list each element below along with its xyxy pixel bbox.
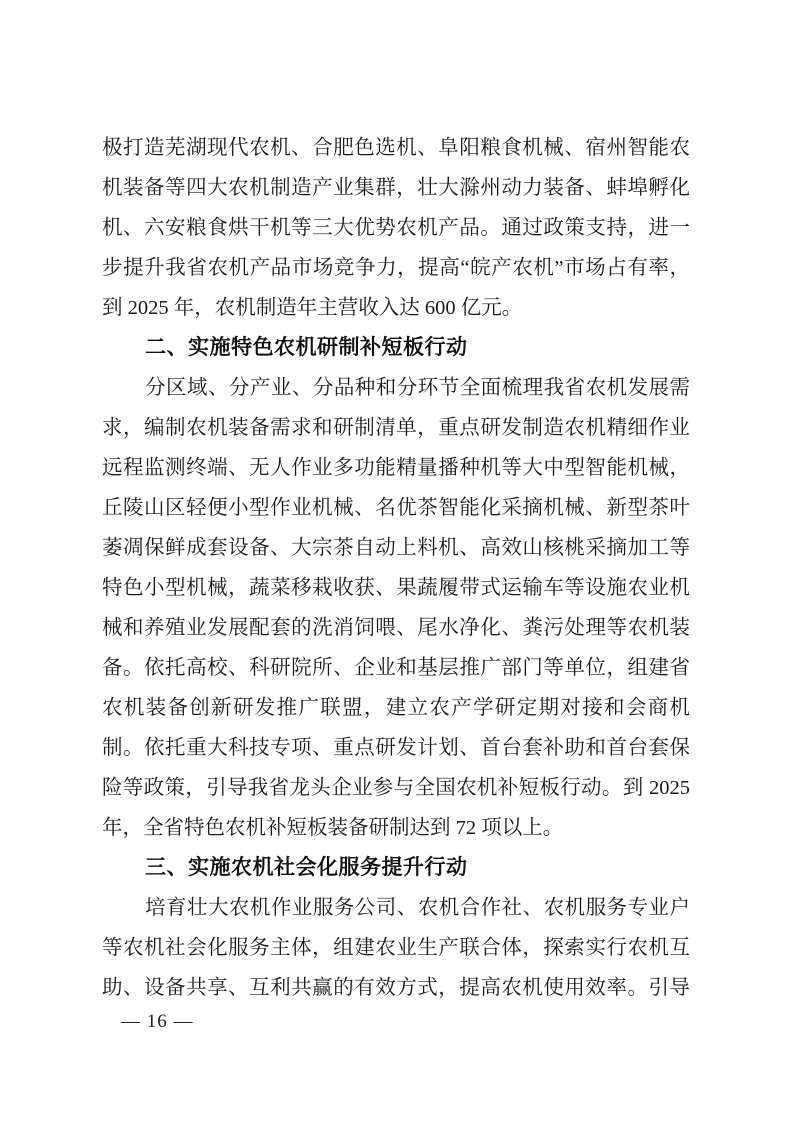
paragraph bbox=[102, 368, 690, 848]
text-line: 远程监测终端、无人作业多功能精量播种机等大中型智能机械， bbox=[102, 457, 690, 479]
text-line: 制。依托重大科技专项、重点研发计划、首台套补助和首台套保 bbox=[102, 737, 690, 759]
text-line: 械和养殖业发展配套的洗消饲喂、尾水净化、粪污处理等农机装 bbox=[102, 617, 690, 639]
text-line: 特色小型机械，蔬菜移栽收获、果蔬履带式运输车等设施农业机 bbox=[102, 577, 690, 599]
page-number: — 16 — bbox=[121, 1011, 194, 1032]
text-line: 备。依托高校、科研院所、企业和基层推广部门等单位，组建省 bbox=[102, 657, 690, 679]
text-line: 求，编制农机装备需求和研制清单，重点研发制造农机精细作业 bbox=[102, 417, 690, 439]
paragraph bbox=[102, 888, 690, 1008]
text-line: 机、六安粮食烘干机等三大优势农机产品。通过政策支持，进一 bbox=[102, 217, 690, 239]
section-heading: 二、实施特色农机研制补短板行动 bbox=[145, 336, 468, 359]
document-content bbox=[102, 128, 690, 1008]
text-line: 萎凋保鲜成套设备、大宗茶自动上料机、高效山核桃采摘加工等 bbox=[102, 537, 690, 559]
text-line: 机装备等四大农机制造产业集群，壮大滁州动力装备、蚌埠孵化 bbox=[102, 177, 690, 199]
paragraph bbox=[102, 128, 690, 328]
text-line: 农机装备创新研发推广联盟，建立农产学研定期对接和会商机 bbox=[102, 697, 690, 719]
text-line: 等农机社会化服务主体，组建农业生产联合体，探索实行农机互 bbox=[102, 937, 690, 959]
text-line: 丘陵山区轻便小型作业机械、名优茶智能化采摘机械、新型茶叶 bbox=[102, 497, 690, 519]
text-line: 年，全省特色农机补短板装备研制达到 72 项以上。 bbox=[102, 817, 564, 839]
text-line: 步提升我省农机产品市场竞争力，提高“皖产农机”市场占有率， bbox=[102, 257, 690, 279]
text-line: 助、设备共享、互利共赢的有效方式，提高农机使用效率。引导 bbox=[102, 977, 690, 999]
text-line: 极打造芜湖现代农机、合肥色选机、阜阳粮食机械、宿州智能农 bbox=[102, 137, 690, 159]
section-heading: 三、实施农机社会化服务提升行动 bbox=[145, 856, 468, 879]
text-line: 到 2025 年，农机制造年主营收入达 600 亿元。 bbox=[102, 297, 523, 319]
text-line: 培育壮大农机作业服务公司、农机合作社、农机服务专业户 bbox=[145, 897, 690, 919]
text-line: 险等政策，引导我省龙头企业参与全国农机补短板行动。到 2025 bbox=[102, 777, 690, 799]
text-line: 分区域、分产业、分品种和分环节全面梳理我省农机发展需 bbox=[145, 377, 690, 399]
